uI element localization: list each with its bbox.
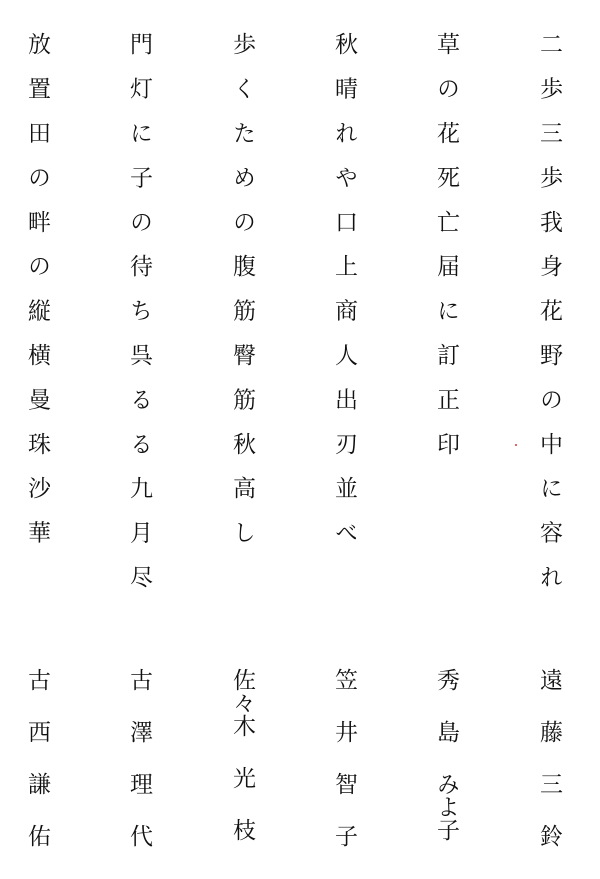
ink-speck xyxy=(515,444,517,446)
poem-column-6 xyxy=(15,32,59,565)
author-name-4 xyxy=(220,668,264,870)
author-name-2 xyxy=(424,668,468,841)
author-given-name: 光枝 xyxy=(229,766,255,870)
poem-column-3 xyxy=(322,32,366,565)
author-surname: 笠井 xyxy=(331,668,357,772)
author-surname: 古澤 xyxy=(126,668,152,772)
poem-text: 歩くための腹筋臀筋秋高し xyxy=(229,32,255,565)
author-name-1 xyxy=(527,668,571,876)
author-surname: 秀島 xyxy=(433,668,459,772)
poem-column-5 xyxy=(117,32,161,609)
author-given-name: 謙佑 xyxy=(24,772,50,876)
author-surname: 遠藤 xyxy=(536,668,562,772)
author-name-6 xyxy=(15,668,59,876)
poem-column-2 xyxy=(424,32,468,476)
author-name-3 xyxy=(322,668,366,876)
author-given-name: 三鈴 xyxy=(536,772,562,876)
author-surname: 古西 xyxy=(24,668,50,772)
author-surname: 佐々木 xyxy=(229,668,255,737)
author-given-name: みよ子 xyxy=(433,772,459,841)
poem-text: 秋晴れや口上商人出刃並べ xyxy=(331,32,357,565)
author-given-name: 智子 xyxy=(331,772,357,876)
poem-text: 草の花死亡届に訂正印 xyxy=(433,32,459,476)
poem-column-4 xyxy=(220,32,264,565)
poem-text: 門灯に子の待ち呉るる九月尽 xyxy=(126,32,152,610)
poem-column-1 xyxy=(527,32,571,609)
author-given-name: 理代 xyxy=(126,772,152,876)
author-name-5 xyxy=(117,668,161,876)
poem-text: 放置田の畔の縦横曼珠沙華 xyxy=(24,32,50,565)
poem-text: 二歩三歩我身花野の中に容れ xyxy=(536,32,562,610)
